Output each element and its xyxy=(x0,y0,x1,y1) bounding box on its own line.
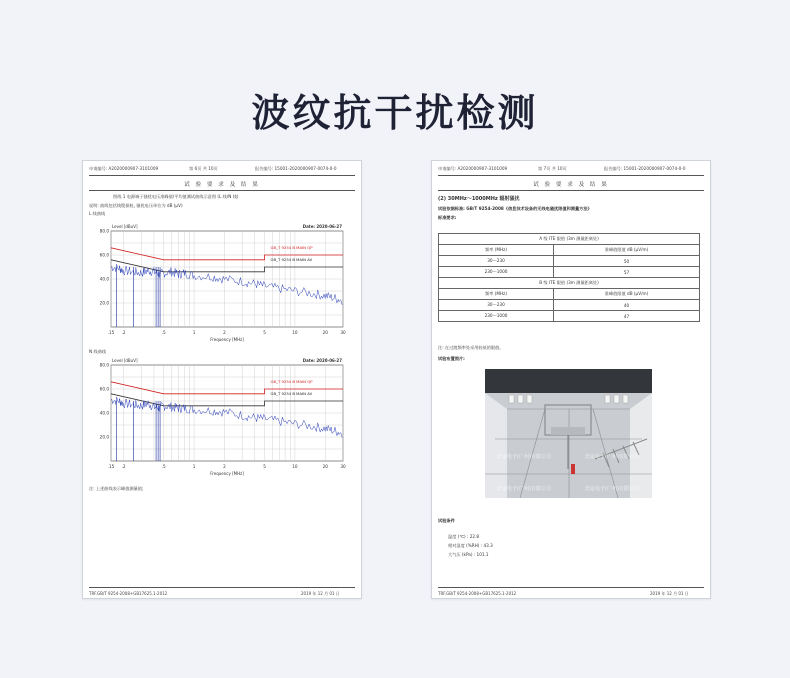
title-rule xyxy=(438,190,704,191)
footer-date: 2019 年 12 月 01 日 xyxy=(301,591,340,596)
header-rule xyxy=(89,175,355,176)
figure-caption: 图线 1 电源端子骚扰电压准峰值/平均值测试曲线示意图 (L 线/N 线) xyxy=(113,194,239,199)
col-frequency: 频率 (MHz) xyxy=(439,245,554,256)
table-row xyxy=(439,300,700,311)
x-tick-label: 10 xyxy=(292,330,298,335)
test-conditions-title: 试验条件 xyxy=(438,518,455,523)
col-limit: 准峰值限值 dB (μV/m) xyxy=(554,289,700,300)
footer-standard: TRF.GB/T 9254-2008+GB17625.1-2012 xyxy=(438,591,517,596)
chart-note: 注: 上述曲线表示峰值测量值; xyxy=(89,486,144,491)
test-basis: 试验依据标准: GB/T 9254-2008《信息技术设备的无线电骚扰限值和测量方法》 xyxy=(438,206,592,211)
table-row xyxy=(439,311,700,322)
footer-standard: TRF.GB/T 9254-2008+GB17625.1-2012 xyxy=(89,591,168,596)
report-page-right xyxy=(431,160,711,599)
footer-rule xyxy=(438,587,704,588)
legend-av: GB_T 9254 B MAIN AV xyxy=(270,256,313,262)
legend-av: GB_T 9254 B MAIN AV xyxy=(270,390,313,396)
page-heading: 波纹抗干扰检测 xyxy=(251,91,539,135)
frequency-cell: 30～230 xyxy=(439,256,554,267)
figure-description: 说明: 曲线包括线缆损耗, 骚扰电压单位为 dB (μV) xyxy=(89,203,183,208)
y-tick-label: 40.0 xyxy=(99,410,109,416)
y-tick-label: 80.0 xyxy=(99,228,109,234)
x-tick-label: .5 xyxy=(161,330,166,335)
header-rule xyxy=(438,175,704,176)
footer-date: 2019 年 12 月 01 日 xyxy=(650,591,689,596)
chart-date: Date: 2020-06-27 xyxy=(302,358,342,363)
table-row xyxy=(439,256,700,267)
y-axis-label: Level [dBuV] xyxy=(112,224,138,229)
chart-date: Date: 2020-06-27 xyxy=(302,224,342,229)
x-tick-label: .5 xyxy=(161,464,166,469)
table-row xyxy=(439,289,700,300)
footer-rule xyxy=(89,587,355,588)
legend-qp: GB_T 9254 B MAIN QP xyxy=(270,378,313,384)
l-line-label: L 线曲线 xyxy=(89,211,106,216)
x-tick-label: 10 xyxy=(292,464,298,469)
col-frequency: 频率 (MHz) xyxy=(439,289,554,300)
application-number: 申请编号: A2020000907-3101009 xyxy=(89,166,159,171)
x-tick-label: 5 xyxy=(263,330,266,335)
x-tick-label: .2 xyxy=(121,330,126,335)
x-tick-label: 1 xyxy=(192,464,196,469)
emission-chart-l xyxy=(93,219,355,344)
limit-cell: 47 xyxy=(554,311,700,322)
report-number: 报告编号: 15001-2020000907-0074-0-0 xyxy=(604,166,686,171)
x-tick-label: 30 xyxy=(340,464,346,469)
x-tick-label: 20 xyxy=(322,330,328,335)
report-page-left xyxy=(82,160,362,599)
x-axis-label: Frequency [MHz] xyxy=(210,337,244,342)
title-rule xyxy=(89,190,355,191)
limit-cell: 40 xyxy=(554,300,700,311)
x-tick-label: 1 xyxy=(192,330,196,335)
x-tick-label: 5 xyxy=(263,464,266,469)
test-setup-photo xyxy=(485,369,652,498)
x-tick-label: 2 xyxy=(223,464,226,469)
x-tick-label: .2 xyxy=(121,464,126,469)
frequency-cell: 230～1000 xyxy=(439,267,554,278)
y-tick-label: 60.0 xyxy=(99,252,109,258)
x-tick-label: 30 xyxy=(340,330,346,335)
table-a-title: A 级 ITE 限值 (3m 测量距离处) xyxy=(439,234,700,245)
emission-chart-n xyxy=(93,353,355,478)
page-number: 第 6页 共 10页 xyxy=(189,166,218,171)
x-tick-label: 2 xyxy=(223,330,226,335)
limit-cell: 57 xyxy=(554,267,700,278)
standard-requirement: 标准要求: xyxy=(438,215,457,220)
frequency-cell: 230～1000 xyxy=(439,311,554,322)
transition-note: 注: 在过渡频率处采用较低的限值。 xyxy=(438,345,504,350)
y-axis-label: Level [dBuV] xyxy=(112,358,138,363)
x-tick-label: .15 xyxy=(107,330,115,335)
air-pressure: 大气压 (kPa) : 101.1 xyxy=(448,552,489,557)
y-tick-label: 20.0 xyxy=(99,434,109,440)
report-number: 报告编号: 15001-2020000907-0074-0-0 xyxy=(255,166,337,171)
n-line-label: N 线曲线 xyxy=(89,349,107,354)
watermark: 忠运电子(广州)有限公司 xyxy=(585,486,639,492)
y-tick-label: 60.0 xyxy=(99,386,109,392)
table-b-title: B 级 ITE 限值 (3m 测量距离处) xyxy=(439,278,700,289)
photo-label: 试验布置照片: xyxy=(438,356,465,361)
x-tick-label: .15 xyxy=(107,464,115,469)
y-tick-label: 80.0 xyxy=(99,362,109,368)
y-tick-label: 40.0 xyxy=(99,276,109,282)
application-number: 申请编号: A2020000907-3101009 xyxy=(438,166,508,171)
watermark: 忠运电子(广州)有限公司 xyxy=(585,454,639,460)
legend-qp: GB_T 9254 B MAIN QP xyxy=(270,244,313,250)
test-subtitle: (2) 30MHz～1000MHz 辐射骚扰 xyxy=(438,196,520,202)
humidity: 相对湿度 (%RH) : 43.3 xyxy=(448,543,493,548)
section-title: 试 验 要 求 及 结 果 xyxy=(533,182,609,188)
x-tick-label: 20 xyxy=(322,464,328,469)
x-axis-label: Frequency [MHz] xyxy=(210,471,244,476)
table-row xyxy=(439,267,700,278)
watermark: 忠运电子(广州)有限公司 xyxy=(497,486,551,492)
frequency-cell: 30～230 xyxy=(439,300,554,311)
limit-table xyxy=(438,233,700,322)
table-row xyxy=(439,245,700,256)
temperature: 温度 (℃) : 22.8 xyxy=(448,534,480,539)
page-number: 第 7页 共 10页 xyxy=(538,166,567,171)
col-limit: 准峰值限值 dB (μV/m) xyxy=(554,245,700,256)
section-title: 试 验 要 求 及 结 果 xyxy=(184,182,260,188)
y-tick-label: 20.0 xyxy=(99,300,109,306)
limit-cell: 50 xyxy=(554,256,700,267)
watermark: 忠运电子(广州)有限公司 xyxy=(497,454,551,460)
